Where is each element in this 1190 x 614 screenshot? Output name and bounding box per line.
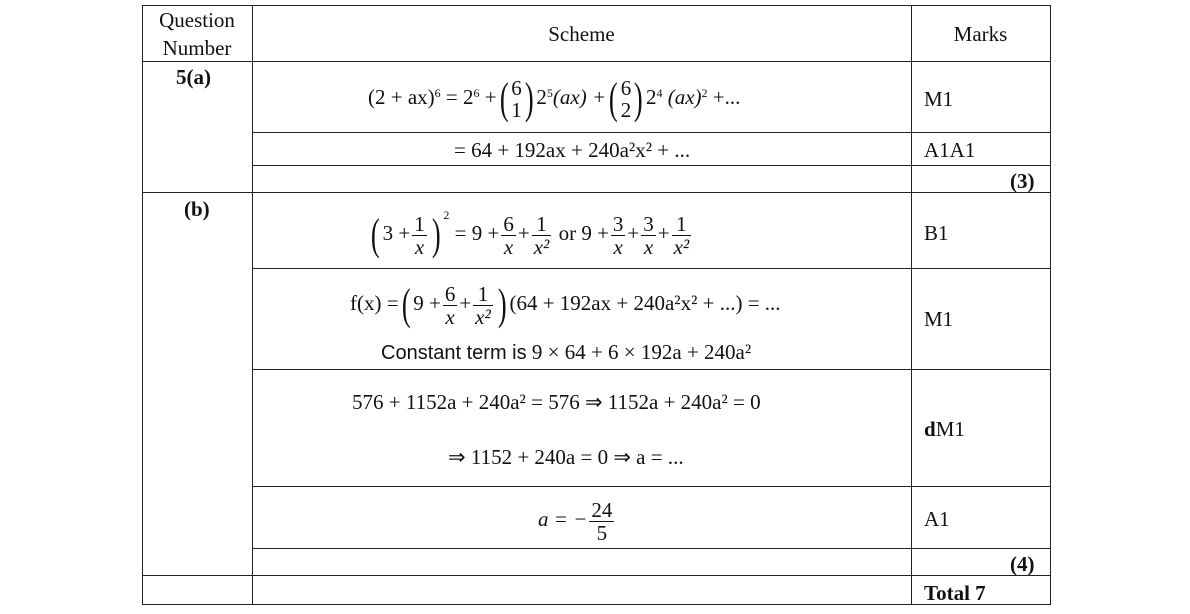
question-label-5a: 5(a) [176, 65, 211, 89]
mark-b1: B1 [924, 221, 949, 245]
table-border-top [142, 5, 1051, 6]
header-divider [142, 61, 1051, 62]
table-border-right [1050, 5, 1051, 605]
subtotal-part-b: (4) [1010, 552, 1035, 576]
header-question-number: Question Number [159, 8, 235, 60]
total-divider [142, 575, 1051, 576]
equation-line-2: ⇒ 1152 + 240a = 0 ⇒ a = ... [448, 445, 684, 469]
equation-line-1: 576 + 1152a + 240a² = 576 ⇒ 1152a + 240a² = 0 [352, 390, 761, 414]
mark-m1: M1 [924, 87, 954, 111]
header-scheme: Scheme [548, 22, 615, 46]
row-divider [252, 268, 1051, 269]
product-expression: f(x) =( 9 + $\frac{6}{x}$ + $\frac{1}{\text{x²}}$ ) (64 + 192ax + 240a²x² + ...) = ... [350, 280, 781, 330]
constant-term-line: Constant term is 9 × 64 + 6 × 192a + 240a² [381, 340, 752, 364]
mark-scheme-table [142, 5, 1051, 605]
part-divider [142, 192, 1051, 193]
mark-a1: A1 [924, 507, 950, 531]
row-divider [252, 486, 1051, 487]
expansion-result: = 64 + 192ax + 240a²x² + ... [454, 138, 691, 162]
table-border-left [142, 5, 143, 605]
table-border-bottom [142, 604, 1051, 605]
solution-a: a = − $\frac{24}{5}$ [538, 497, 613, 545]
total-marks: Total 7 [924, 581, 986, 605]
row-divider [252, 132, 1051, 133]
question-label-5b: (b) [184, 197, 210, 221]
mark-m1: M1 [924, 307, 954, 331]
mark-a1a1: A1A1 [924, 138, 976, 162]
column-divider-2 [911, 5, 912, 605]
binomial-expansion-expression: $(2 + ax)^6 = 2^6$ +( 6 1 ) $2^5(ax)$ +( 6 2 ) $2^4$ (ax)$^2$ +... [368, 74, 741, 124]
mark-dm1: dM1 [924, 417, 965, 441]
row-divider [252, 165, 1051, 166]
column-divider-1 [252, 5, 253, 605]
row-divider [252, 369, 1051, 370]
subtotal-part-a: (3) [1010, 169, 1035, 193]
squared-expansion-expression: ( 3 + $\frac{1}{x}$ ) $^2$ = 9 + $\frac{6}{x}$ + $\frac{1}{\text{x²}}$ or 9 + $\frac{3}{x}$ + $\frac{3}{x}$ + $\frac{1}{\text{x²}}$ [370, 208, 690, 260]
row-divider [252, 548, 1051, 549]
header-marks: Marks [953, 22, 1008, 46]
